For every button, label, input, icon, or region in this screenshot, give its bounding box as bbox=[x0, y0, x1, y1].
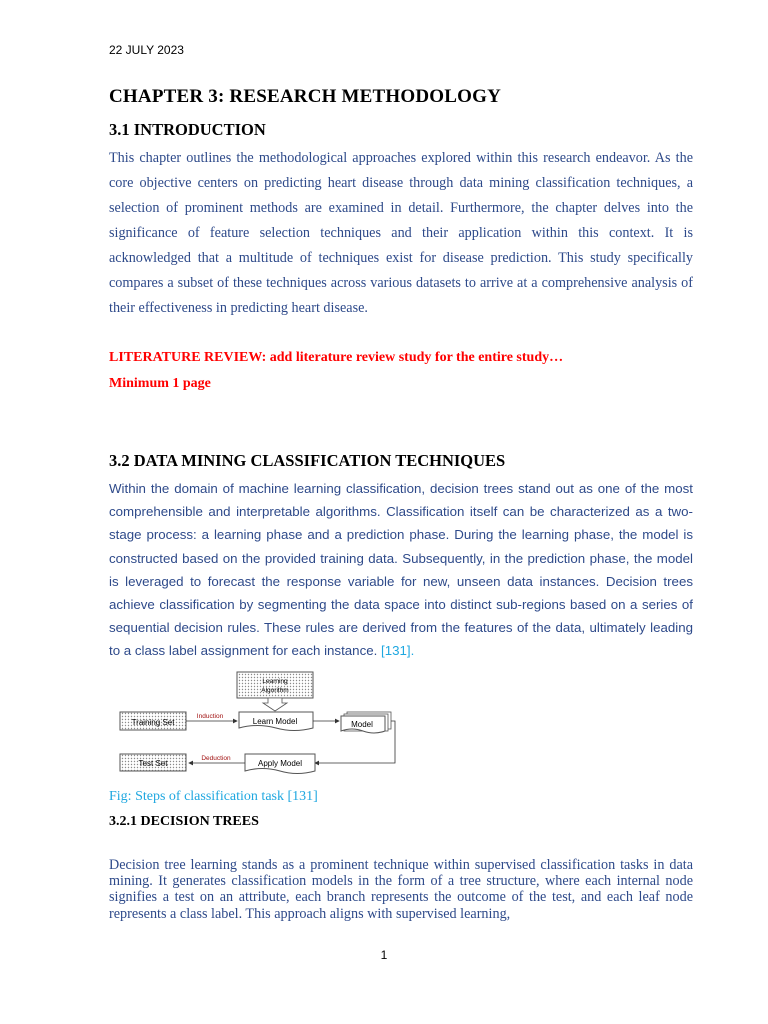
figure-caption: Fig: Steps of classification task [131] bbox=[109, 789, 318, 804]
training-set-label: Training Set bbox=[131, 718, 175, 727]
induction-label: Induction bbox=[196, 713, 224, 720]
test-set-label: Test Set bbox=[138, 759, 168, 768]
section-3-2-1-heading: 3.2.1 DECISION TREES bbox=[109, 814, 259, 829]
classification-steps-figure bbox=[109, 670, 405, 778]
learning-algorithm-label-2: Algorithm bbox=[261, 687, 289, 694]
section-3-2-body bbox=[109, 477, 693, 663]
chapter-title: CHAPTER 3: RESEARCH METHODOLOGY bbox=[109, 86, 502, 107]
apply-model-label: Apply Model bbox=[257, 759, 303, 768]
down-arrow-icon bbox=[263, 698, 287, 711]
learning-algorithm-box bbox=[237, 672, 313, 698]
literature-review-note: LITERATURE REVIEW: add literature review study for the entire study… bbox=[109, 350, 564, 365]
model-label: Model bbox=[351, 720, 373, 729]
section-3-1-heading: 3.1 INTRODUCTION bbox=[109, 120, 266, 139]
section-3-2-1-body: Decision tree learning stands as a prominent technique within supervised classification tasks in data mining. It generates classification models in the form of a tree structure, where each internal node signifies a test on an attribute, each branch represents the outcome of the test, and each leaf node represents a class label. This approach aligns with supervised learning, bbox=[109, 857, 693, 922]
section-3-2-heading: 3.2 DATA MINING CLASSIFICATION TECHNIQUES bbox=[109, 451, 506, 470]
learning-algorithm-label-1: Learning bbox=[262, 678, 288, 685]
deduction-label: Deduction bbox=[201, 755, 231, 762]
header-date: 22 JULY 2023 bbox=[109, 43, 184, 57]
section-3-1-body: This chapter outlines the methodological approaches explored within this research endeavor. As the core objective centers on predicting heart disease through data mining classification techniques, a selection of prominent methods are examined in detail. Furthermore, the chapter delves into the significance of feature selection techniques and their application within this context. It is acknowledged that a multitude of techniques exist for disease prediction. This study specifically compares a subset of these techniques across various datasets to arrive at a comprehensive analysis of their effectiveness in predicting heart disease. bbox=[109, 150, 693, 316]
minimum-page-note: Minimum 1 page bbox=[109, 376, 211, 391]
section-3-2-text: Within the domain of machine learning classification, decision trees stand out as one of the most comprehensible and interpretable algorithms. Classification itself can be characterized as a two-stage process: a learning phase and a prediction phase. During the learning phase, the model is constructed based on the provided training data. Subsequently, in the prediction phase, the model is leveraged to forecast the response variable for new, unseen data instances. Decision trees achieve classification by segmenting the data space into distinct sub-regions based on a series of sequential decision rules. These rules are derived from the features of the data, ultimately leading to a class label assignment for each instance. bbox=[109, 481, 693, 659]
citation-link[interactable]: [131]. bbox=[381, 643, 415, 659]
learn-model-label: Learn Model bbox=[252, 717, 298, 726]
page-number: 1 bbox=[380, 948, 388, 962]
